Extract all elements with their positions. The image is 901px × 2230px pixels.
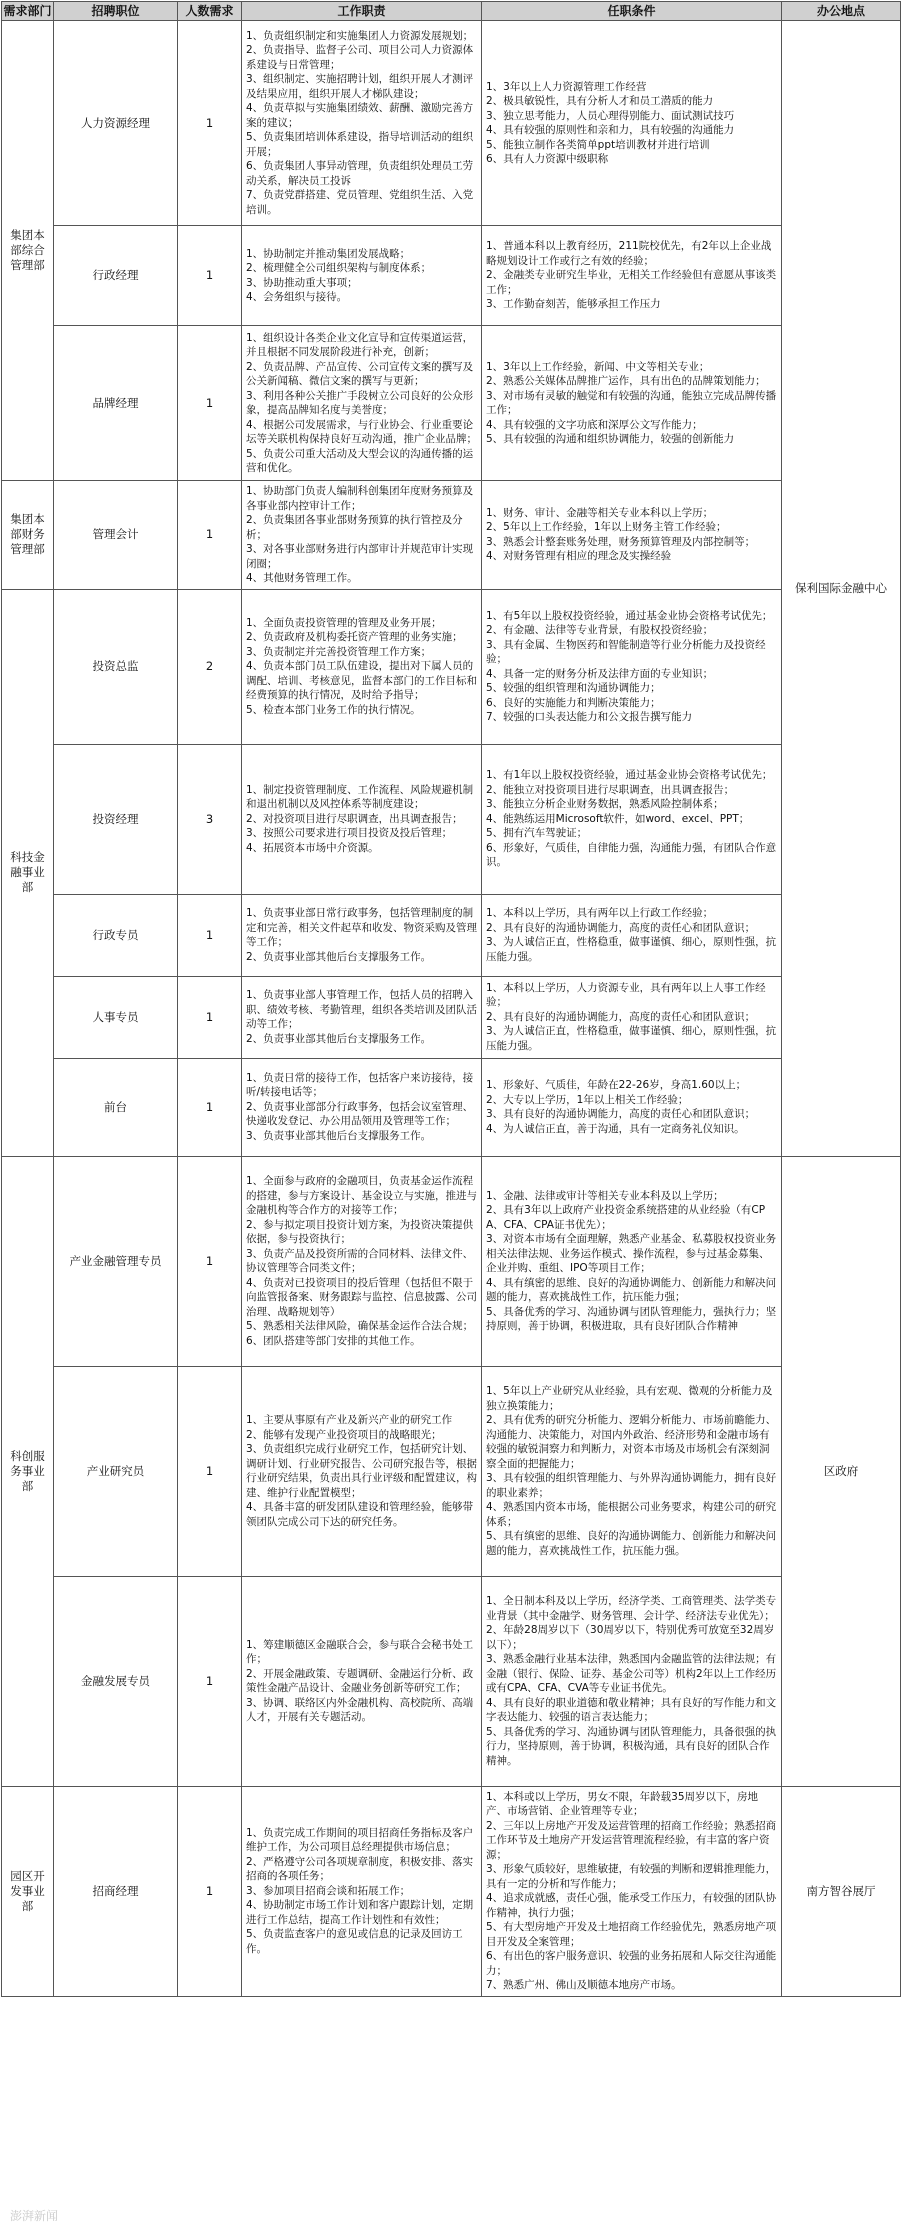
text-line: 2、负责指导、监督子公司、项目公司人力资源体系建设与日常管理； xyxy=(246,44,474,71)
table-row xyxy=(2,976,901,1058)
position-cell: 招商经理 xyxy=(54,1786,178,1996)
table-row xyxy=(2,744,901,894)
text-line: 4、负责本部门员工队伍建设，提出对下属人员的调配、培训、考核意见，监督本部门的工作目标和经费预算的执行情况，及时给予指导； xyxy=(246,660,477,702)
text-line: 3、负责制定并完善投资管理工作方案； xyxy=(246,645,432,658)
text-line: 1、负责组织制定和实施集团人力资源发展规划； xyxy=(246,29,474,42)
duties-cell xyxy=(242,744,482,894)
duties-cell xyxy=(242,481,482,590)
text-line: 1、全面参与政府的金融项目，负责基金运作流程的搭建，参与方案设计、基金设立与实施，推进与金融机构等合作方的对接等工作； xyxy=(246,1175,477,1216)
text-line: 2、参与拟定项目投资计划方案，为投资决策提供依据，参与投资执行； xyxy=(246,1218,474,1245)
duties-cell xyxy=(242,894,482,976)
table-row xyxy=(2,894,901,976)
text-line: 4、为人诚信正直，善于沟通，具有一定商务礼仪知识。 xyxy=(486,1122,745,1135)
text-line: 1、有1年以上股权投资经验，通过基金业协会资格考试优先； xyxy=(486,769,773,782)
text-line: 2、金融类专业研究生毕业，无相关工作经验但有意愿从事该类工作； xyxy=(486,269,777,296)
text-line: 4、具有缜密的思维、良好的沟通协调能力、创新能力和解决问题的能力，喜欢挑战性工作，抗压能力强； xyxy=(486,1276,777,1303)
position-cell: 行政专员 xyxy=(54,894,178,976)
count-cell: 1 xyxy=(178,1058,242,1156)
text-line: 2、负责集团各事业部财务预算的执行管控及分析； xyxy=(246,514,463,541)
text-line: 3、形象气质较好，思维敏捷，有较强的判断和逻辑推理能力，具有一定的分析和写作能力； xyxy=(486,1863,777,1890)
table-row xyxy=(2,226,901,326)
text-line: 1、负责日常的接待工作，包括客户来访接待，接听/转接电话等； xyxy=(246,1071,474,1099)
text-line: 2、负责事业部其他后台支撑服务工作。 xyxy=(246,950,432,963)
table-row xyxy=(2,326,901,481)
text-line: 4、具备丰富的研发团队建设和管理经验，能够带领团队完成公司下达的研究任务。 xyxy=(246,1501,474,1528)
text-line: 1、全日制本科及以上学历，经济学类、工商管理类、法学类专业背景（其中金融学、财务管理、会计学、经济法专业优先）； xyxy=(486,1595,777,1622)
text-line: 6、负责集团人事异动管理，负责组织处理员工劳动关系，解决员工投诉 xyxy=(246,160,474,187)
requirements-cell xyxy=(482,744,782,894)
dept-cell: 集团本部财务管理部 xyxy=(2,481,54,590)
text-line: 3、负责产品及投资所需的合同材料、法律文件、协议管理等合同类文件； xyxy=(246,1247,474,1274)
text-line: 4、追求成就感，责任心强，能承受工作压力，有较强的团队协作精神，执行力强； xyxy=(486,1892,777,1919)
duties-cell xyxy=(242,1786,482,1996)
text-line: 2、5年以上工作经验，1年以上财务主管工作经验； xyxy=(486,521,727,534)
text-line: 2、三年以上房地产开发及运营管理的招商工作经验；熟悉招商工作环节及土地房产开发运营管理流程经验，有丰富的客户资源； xyxy=(486,1819,777,1861)
table-row xyxy=(2,1576,901,1786)
duties-cell xyxy=(242,21,482,226)
text-line: 5、具有缜密的思维、良好的沟通协调能力、创新能力和解决问题的能力，喜欢挑战性工作，抗压能力强。 xyxy=(486,1530,777,1557)
text-line: 1、负责事业部人事管理工作，包括人员的招聘入职、绩效考核、考勤管理，组织各类培训及团队活动等工作； xyxy=(246,989,477,1030)
text-line: 2、能够有发现产业投资项目的战略眼光； xyxy=(246,1428,442,1441)
text-line: 4、拓展资本市场中介资源。 xyxy=(246,841,379,854)
requirements-cell xyxy=(482,1156,782,1366)
text-line: 3、协调、联络区内外金融机构、高校院所、高端人才，开展有关专题活动。 xyxy=(246,1696,474,1723)
text-line: 3、参加项目招商会谈和拓展工作； xyxy=(246,1884,411,1897)
watermark: 澎湃新闻 xyxy=(10,2209,59,2223)
text-line: 4、负责草拟与实施集团绩效、薪酬、激励完善方案的建议； xyxy=(246,102,474,129)
count-cell: 1 xyxy=(178,481,242,590)
text-line: 5、有大型房地产开发及土地招商工作经验优先，熟悉房地产项目开发及全案管理； xyxy=(486,1921,777,1948)
requirements-cell xyxy=(482,1058,782,1156)
count-cell: 2 xyxy=(178,589,242,744)
duties-cell xyxy=(242,976,482,1058)
requirements-cell xyxy=(482,481,782,590)
table-row xyxy=(2,1786,901,1996)
text-line: 1、协助部门负责人编制科创集团年度财务预算及各事业部内控审计工作； xyxy=(246,485,474,512)
text-line: 5、具备优秀的学习、沟通协调与团队管理能力，具备很强的执行力，坚持原则，善于协调，积极沟通，具有良好的团队合作精神。 xyxy=(486,1725,777,1767)
text-line: 3、具有金属、生物医药和智能制造等行业分析能力及投资经验； xyxy=(486,638,766,665)
text-line: 4、具有较强的原则性和亲和力，具有较强的沟通能力 xyxy=(486,124,735,136)
text-line: 5、负责集团培训体系建设，指导培训活动的组织开展； xyxy=(246,131,474,158)
table-row xyxy=(2,1366,901,1576)
requirements-cell xyxy=(482,21,782,226)
text-line: 5、负责公司重大活动及大型会议的沟通传播的运营和优化。 xyxy=(246,447,474,474)
requirements-cell xyxy=(482,894,782,976)
requirements-cell xyxy=(482,326,782,481)
requirements-cell xyxy=(482,976,782,1058)
dept-cell: 科技金融事业部 xyxy=(2,589,54,1156)
text-line: 3、能独立分析企业财务数据，熟悉风险控制体系； xyxy=(486,798,724,811)
position-cell: 人力资源经理 xyxy=(54,21,178,226)
header-dept: 需求部门 xyxy=(2,2,54,21)
text-line: 4、能熟练运用Microsoft软件，如word、excel、PPT； xyxy=(486,812,750,825)
header-position: 招聘职位 xyxy=(54,2,178,21)
text-line: 2、负责品牌、产品宣传、公司宣传文案的撰写及公关新闻稿、微信文案的撰写与更新； xyxy=(246,360,474,387)
text-line: 1、负责完成工作期间的项目招商任务指标及客户维护工作，为公司项目总经理提供市场信息； xyxy=(246,1826,474,1854)
location-cell: 南方智谷展厅 xyxy=(782,1786,901,1996)
text-line: 3、协助推动重大事项； xyxy=(246,276,358,289)
text-line: 6、良好的实施能力和判断决策能力； xyxy=(486,696,661,709)
text-line: 5、能独立制作各类简单ppt培训教材并进行培训 xyxy=(486,138,710,151)
text-line: 1、金融、法律或审计等相关专业本科及以上学历； xyxy=(486,1189,724,1202)
text-line: 3、熟悉金融行业基本法律，熟悉国内金融监管的法律法规；有金融（银行、保险、证券、基金公司等）机构2年以上工作经历或有CPA、CFA、CVA等专业证书优先。 xyxy=(486,1653,777,1694)
text-line: 1、主要从事原有产业及新兴产业的研究工作 xyxy=(246,1414,453,1426)
text-line: 2、具有良好的沟通协调能力，高度的责任心和团队意识； xyxy=(486,1010,756,1023)
text-line: 3、对资本市场有全面理解，熟悉产业基金、私募股权投资业务相关法律法规、业务运作模式、操作流程，参与过基金募集、企业并购、重组、IPO等项目工作； xyxy=(486,1233,777,1274)
text-line: 1、有5年以上股权投资经验，通过基金业协会资格考试优先； xyxy=(486,609,773,622)
count-cell: 1 xyxy=(178,226,242,326)
text-line: 3、为人诚信正直，性格稳重，做事谨慎、细心，原则性强，抗压能力强。 xyxy=(486,936,777,963)
text-line: 2、严格遵守公司各项规章制度，积极安排、落实招商的各项任务； xyxy=(246,1855,474,1883)
text-line: 2、对投资项目进行尽职调查，出具调查报告； xyxy=(246,812,463,825)
text-line: 6、团队搭建等部门安排的其他工作。 xyxy=(246,1334,421,1347)
count-cell: 1 xyxy=(178,1366,242,1576)
text-line: 2、有金融、法律等专业背景，有股权投资经验； xyxy=(486,624,714,636)
header-duties: 工作职责 xyxy=(242,2,482,21)
text-line: 6、形象好，气质佳，自律能力强，沟通能力强，有团队合作意识。 xyxy=(486,841,777,869)
text-line: 4、熟悉国内资本市场，能根据公司业务要求，构建公司的研究体系； xyxy=(486,1501,777,1528)
text-line: 4、具备一定的财务分析及法律方面的专业知识； xyxy=(486,667,714,680)
text-line: 6、具有人力资源中级职称 xyxy=(486,153,609,165)
requirements-cell xyxy=(482,226,782,326)
header-location: 办公地点 xyxy=(782,2,901,21)
table-row xyxy=(2,21,901,226)
dept-cell: 园区开发事业部 xyxy=(2,1786,54,1996)
text-line: 1、本科或以上学历，男女不限，年龄载35周岁以下，房地产、市场营销、企业管理等专业； xyxy=(486,1790,759,1817)
position-cell: 品牌经理 xyxy=(54,326,178,481)
text-line: 4、具有良好的职业道德和敬业精神；具有良好的写作能力和文字表达能力、较强的语言表达能力； xyxy=(486,1696,777,1723)
text-line: 3、对市场有灵敏的触觉和有较强的沟通，能独立完成品牌传播工作； xyxy=(486,389,777,416)
text-line: 4、负责对已投资项目的投后管理（包括但不限于向监管报备案、财务跟踪与监控、信息披露、公司治理、战略规划等） xyxy=(246,1276,477,1318)
text-line: 3、为人诚信正直，性格稳重，做事谨慎、细心，原则性强，抗压能力强。 xyxy=(486,1025,777,1052)
text-line: 1、3年以上人力资源管理工作经营 xyxy=(486,80,647,93)
text-line: 1、全面负责投资管理的管理及业务开展； xyxy=(246,616,442,629)
text-line: 5、具有较强的沟通和组织协调能力，较强的创新能力 xyxy=(486,433,735,445)
text-line: 1、筹建顺德区金融联合会，参与联合会秘书处工作； xyxy=(246,1638,474,1665)
text-line: 3、熟悉会计整套账务处理，财务预算管理及内部控制等； xyxy=(486,535,756,548)
text-line: 4、协助制定市场工作计划和客户跟踪计划，定期进行工作总结，提高工作计划性和有效性； xyxy=(246,1899,474,1926)
text-line: 4、会务组织与接待。 xyxy=(246,291,348,303)
text-line: 4、其他财务管理工作。 xyxy=(246,572,358,584)
text-line: 2、大专以上学历，1年以上相关工作经验； xyxy=(486,1093,689,1106)
dept-cell: 集团本部综合管理部 xyxy=(2,21,54,481)
table-row xyxy=(2,1058,901,1156)
text-line: 2、负责事业部其他后台支撑服务工作。 xyxy=(246,1032,432,1045)
text-line: 1、组织设计各类企业文化宣导和宣传渠道运营，并且根据不同发展阶段进行补充，创新； xyxy=(246,331,474,358)
position-cell: 产业研究员 xyxy=(54,1366,178,1576)
count-cell: 1 xyxy=(178,976,242,1058)
position-cell: 前台 xyxy=(54,1058,178,1156)
text-line: 2、梳理健全公司组织架构与制度体系； xyxy=(246,262,432,274)
text-line: 2、年龄28周岁以下（30周岁以下，特别优秀可放宽至32周岁以下）； xyxy=(486,1624,775,1651)
position-cell: 金融发展专员 xyxy=(54,1576,178,1786)
requirements-cell xyxy=(482,1366,782,1576)
count-cell: 1 xyxy=(178,1576,242,1786)
text-line: 2、具有3年以上政府产业投资金系统搭建的从业经验（有CPA、CFA、CPA证书优先）； xyxy=(486,1204,766,1231)
text-line: 7、负责党群搭建、党员管理、党组织生活、入党培训。 xyxy=(246,189,474,216)
text-line: 7、较强的口头表达能力和公文报告撰写能力 xyxy=(486,711,693,723)
text-line: 1、形象好、气质佳，年龄在22-26岁，身高1.60以上； xyxy=(486,1079,747,1091)
recruitment-table xyxy=(1,1,901,1997)
text-line: 7、熟悉广州、佛山及顺德本地房产市场。 xyxy=(486,1979,682,1991)
text-line: 3、负责事业部其他后台支撑服务工作。 xyxy=(246,1129,432,1142)
text-line: 2、具有良好的沟通协调能力，高度的责任心和团队意识； xyxy=(486,921,756,934)
position-cell: 产业金融管理专员 xyxy=(54,1156,178,1366)
text-line: 4、对财务管理有相应的理念及实操经验 xyxy=(486,550,672,563)
text-line: 5、拥有汽车驾驶证； xyxy=(486,827,588,840)
text-line: 1、财务、审计、金融等相关专业本科以上学历； xyxy=(486,506,714,519)
text-line: 1、本科以上学历，人力资源专业，具有两年以上人事工作经验； xyxy=(486,981,766,1009)
text-line: 2、熟悉公关媒体品牌推广运作，具有出色的品牌策划能力； xyxy=(486,375,766,387)
text-line: 1、5年以上产业研究从业经验，具有宏观、微观的分析能力及独立换策能力； xyxy=(486,1385,773,1412)
dept-cell: 科创服务事业部 xyxy=(2,1156,54,1786)
table-row xyxy=(2,1156,901,1366)
text-line: 5、负责监查客户的意见或信息的记录及回访工作。 xyxy=(246,1928,463,1955)
text-line: 1、协助制定并推动集团发展战略； xyxy=(246,247,411,260)
text-line: 2、能独立对投资项目进行尽职调查，出具调查报告； xyxy=(486,783,735,796)
text-line: 3、利用各种公关推广手段树立公司良好的公众形象，提高品牌知名度与美誉度； xyxy=(246,389,474,416)
text-line: 6、有出色的客户服务意识、较强的业务拓展和人际交往沟通能力； xyxy=(486,1950,777,1977)
count-cell: 3 xyxy=(178,744,242,894)
duties-cell xyxy=(242,1156,482,1366)
text-line: 4、根据公司发展需求，与行业协会、行业重要论坛等关联机构保持良好互动沟通，推广企业品牌； xyxy=(246,418,477,445)
requirements-cell xyxy=(482,1786,782,1996)
duties-cell xyxy=(242,326,482,481)
text-line: 3、工作勤奋刻苦，能够承担工作压力 xyxy=(486,298,661,311)
count-cell: 1 xyxy=(178,21,242,226)
text-line: 3、具有良好的沟通协调能力，高度的责任心和团队意识； xyxy=(486,1108,756,1120)
position-cell: 人事专员 xyxy=(54,976,178,1058)
text-line: 1、制定投资管理制度、工作流程、风险规避机制和退出机制以及风控体系等制度建设； xyxy=(246,783,474,811)
requirements-cell xyxy=(482,1576,782,1786)
requirements-cell xyxy=(482,589,782,744)
text-line: 3、组织制定、实施招聘计划，组织开展人才测评及结果应用，组织开展人才梯队建设； xyxy=(246,73,474,100)
header-count: 人数需求 xyxy=(178,2,242,21)
table-row xyxy=(2,589,901,744)
position-cell: 投资总监 xyxy=(54,589,178,744)
text-line: 3、独立思考能力，人员心理得别能力、面试测试技巧 xyxy=(486,109,735,122)
table-row xyxy=(2,481,901,590)
text-line: 1、3年以上工作经验，新闻、中文等相关专业； xyxy=(486,360,710,373)
position-cell: 管理会计 xyxy=(54,481,178,590)
count-cell: 1 xyxy=(178,326,242,481)
duties-cell xyxy=(242,1576,482,1786)
text-line: 3、具有较强的组织管理能力、与外界沟通协调能力，拥有良好的职业素养； xyxy=(486,1472,777,1499)
text-line: 1、普通本科以上教育经历，211院校优先，有2年以上企业战略规划设计工作或行之有效的经验； xyxy=(486,240,772,267)
location-cell: 保利国际金融中心 xyxy=(782,21,901,1157)
position-cell: 行政经理 xyxy=(54,226,178,326)
text-line: 2、极具敏锐性，具有分析人才和员工潜质的能力 xyxy=(486,95,714,107)
duties-cell xyxy=(242,226,482,326)
text-line: 5、较强的组织管理和沟通协调能力； xyxy=(486,682,661,694)
table-header-row xyxy=(2,2,901,21)
duties-cell xyxy=(242,589,482,744)
text-line: 5、检查本部门业务工作的执行情况。 xyxy=(246,703,421,716)
text-line: 1、本科以上学历，具有两年以上行政工作经验； xyxy=(486,907,714,919)
position-cell: 投资经理 xyxy=(54,744,178,894)
text-line: 1、负责事业部日常行政事务，包括管理制度的制定和完善，相关文件起草和收发、物资采购及管理等工作； xyxy=(246,907,477,948)
location-cell: 区政府 xyxy=(782,1156,901,1786)
count-cell: 1 xyxy=(178,894,242,976)
text-line: 5、具备优秀的学习、沟通协调与团队管理能力，强执行力；坚持原则，善于协调，积极进取，具有良好团队合作精神 xyxy=(486,1305,777,1332)
text-line: 3、负责组织完成行业研究工作，包括研究计划、调研计划、行业研究报告、公司研究报告等，根据行业研究结果，负责出具行业评级和配置建议，构建、维护行业配置模型； xyxy=(246,1443,477,1499)
text-line: 3、按照公司要求进行项目投资及投后管理； xyxy=(246,827,453,840)
text-line: 2、开展金融政策、专题调研、金融运行分析、政策性金融产品设计、金融业务创新等研究工作； xyxy=(246,1667,474,1694)
text-line: 4、具有较强的文字功底和深厚公文写作能力； xyxy=(486,418,703,431)
text-line: 5、熟悉相关法律风险，确保基金运作合法合规； xyxy=(246,1320,474,1332)
text-line: 2、具有优秀的研究分析能力、逻辑分析能力、市场前瞻能力、沟通能力、决策能力，对国内外政治、经济形势和金融市场有较强的敏锐洞察力和判断力，对资本市场及市场机会有深刻洞察全面的把握能力； xyxy=(486,1414,777,1470)
text-line: 2、负责政府及机构委托资产管理的业务实施； xyxy=(246,631,463,644)
count-cell: 1 xyxy=(178,1786,242,1996)
duties-cell xyxy=(242,1058,482,1156)
header-requirements: 任职条件 xyxy=(482,2,782,21)
text-line: 2、负责事业部部分行政事务，包括会议室管理、快递收发登记、办公用品领用及管理等工作； xyxy=(246,1100,474,1128)
duties-cell xyxy=(242,1366,482,1576)
count-cell: 1 xyxy=(178,1156,242,1366)
text-line: 3、对各事业部财务进行内部审计并规范审计实现闭圈； xyxy=(246,543,474,570)
